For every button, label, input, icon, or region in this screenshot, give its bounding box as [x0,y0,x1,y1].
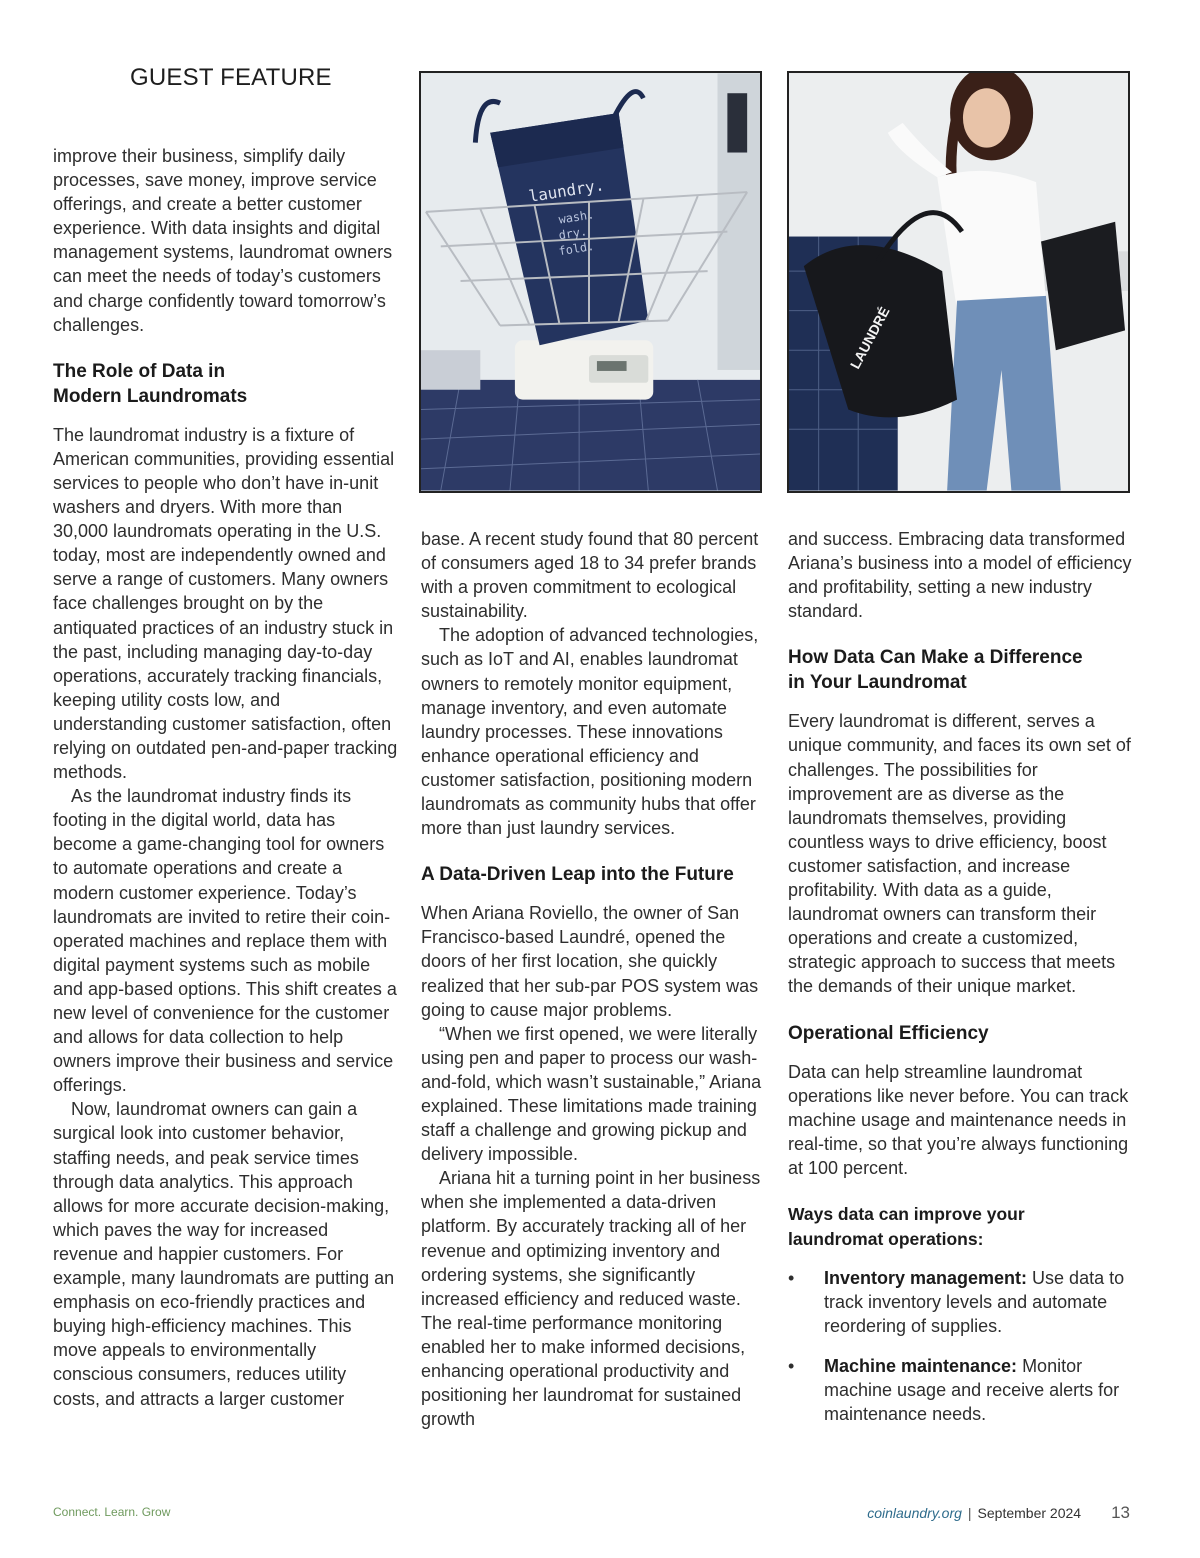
photo-laundry-basket [419,71,762,493]
bullet-dot: • [788,1267,795,1288]
paragraph: When Ariana Roviello, the owner of San Francisco-based Laundré, opened the doors of her first location, she quickly realized that her sub-par POS system was going to cause major problems. [421,903,759,1020]
basket-text-dry: dry. [557,224,589,243]
heading-role-of-data-line1: The Role of Data in [53,360,226,382]
photo-woman-with-bags-art [789,73,1128,491]
heading-role-of-data-line2: Modern Laundromats [53,385,248,407]
subheading-ways-data [788,1202,1133,1252]
list-item [788,1354,1133,1426]
paragraph: base. A recent study found that 80 percent of consumers aged 18 to 34 prefer brands with a proven commitment to ecological sustainability. [421,529,759,622]
basket-text-fold: fold. [557,238,596,259]
list-item-text: Use data to track inventory levels and automate reordering of supplies. [824,1267,1125,1337]
footer-tagline: Connect. Learn. Grow [53,1505,171,1519]
basket-text-laundry: laundry. [527,175,606,206]
paragraph: and success. Embracing data transformed Ariana’s business into a model of efficiency and profitability, setting a new industry standard. [788,529,1132,622]
basket-text-wash: wash. [557,207,596,227]
paragraph: Now, laundromat owners can gain a surgical look into customer behavior, staffing needs, and peak service times through data analytics. This approach allows for more accurate decision-making, which paves the way for increased revenue and happier customers. For example, many laundromats are putting an emphasis on eco-friendly practices and buying high-efficiency machines. This move appeals to environmentally conscious consumers, reduces utility costs, and attracts a larger customer [53,1099,395,1409]
paragraph: Data can help streamline laundromat operations like never before. You can track machine usage and maintenance needs in real-time, so that you’re always functioning at 100 percent. [788,1061,1129,1178]
heading-operational-efficiency: Operational Efficiency [788,1022,989,1044]
list-item-term: Machine maintenance: [824,1356,1018,1377]
list-item-term: Inventory management: [824,1267,1028,1288]
heading-data-driven-leap: A Data-Driven Leap into the Future [421,864,734,886]
section-label: GUEST FEATURE [130,64,332,91]
page-number: 13 [1111,1503,1130,1522]
heading-how-data-line1: How Data Can Make a Difference [788,647,1083,669]
paragraph: Ariana hit a turning point in her business when she implemented a data-driven platform. By accurately tracking all of her revenue and optimizing inventory and ordering systems, she significantly increased efficiency and reduced waste. The real-time performance monitoring enabled her to make informed decisions, enhancing operational productivity and positioning her laundromat for sustained growth [421,1168,761,1430]
bullet-list [788,1266,1133,1427]
paragraph: Every laundromat is different, serves a unique community, and faces its own set of challenges. The possibilities for improvement are as diverse as the laundromats themselves, providing countless ways to drive efficiency, boost customer satisfaction, and increase profitability. With data as a guide, laundromat owners can transform their operations and create a customized, strategic approach to success that meets the demands of their unique market. [788,711,1131,997]
photo-laundry-basket-art [421,73,760,491]
footer-info [867,1503,1130,1523]
bullet-dot: • [788,1356,795,1377]
paragraph-intro: improve their business, simplify daily processes, save money, improve service offerings, and create a better customer experience. With data insights and digital management systems, laundromat owners can meet the needs of today’s customers and charge confidently toward tomorrow’s challenges. [53,146,393,335]
column-1 [53,144,398,1411]
subheading-ways-data-line1: Ways data can improve your [788,1203,1025,1224]
subheading-ways-data-line2: laundromat operations: [788,1228,984,1249]
bag-text: LAUNDRÉ [846,304,893,372]
paragraph: As the laundromat industry finds its footing in the digital world, data has become a game-changing tool for owners to automate operations and create a modern customer experience. Today’s laundromats are invited to retire their coin-operated machines and replace them with digital payment systems such as mobile and app-based options. This shift creates a new level of convenience for the customer and allows for data collection to help owners improve their business and service offerings. [53,786,397,1096]
paragraph: The laundromat industry is a fixture of American communities, providing essential services to people who don’t have in-unit washers and dryers. With more than 30,000 laundromats operating in the U.S. today, most are independently owned and serve a range of customers. Many owners face challenges brought on by the antiquated practices of an industry stuck in the past, including managing day-to-day operations, accurately tracking financials, keeping utility costs low, and understanding customer satisfaction, often relying on outdated pen-and-paper tracking methods. [53,424,398,783]
footer-separator: | [967,1505,972,1521]
heading-role-of-data [53,359,398,409]
paragraph: “When we first opened, we were literally using pen and paper to process our wash-and-fold, which wasn’t sustainable,” Ariana explained. These limitations made training staff a challenge and growing pickup and delivery impossible. [421,1023,762,1165]
list-item-text: Monitor machine usage and receive alerts for maintenance needs. [824,1356,1120,1425]
photo-woman-with-bags [787,71,1130,493]
heading-how-data-line2: in Your Laundromat [788,672,967,694]
paragraph: The adoption of advanced technologies, such as IoT and AI, enables laundromat owners to remotely monitor equipment, manage inventory, and even automate laundry processes. These innovations enhance operational efficiency and customer satisfaction, positioning modern laundromats as community hubs that offer more than just laundry services. [421,625,759,839]
heading-how-data-can-help [788,645,1133,695]
footer-site-link[interactable]: coinlaundry.org [867,1505,962,1521]
footer-date: September 2024 [977,1505,1082,1521]
column-3 [788,527,1133,1443]
column-2 [421,527,766,1431]
list-item [788,1266,1133,1338]
